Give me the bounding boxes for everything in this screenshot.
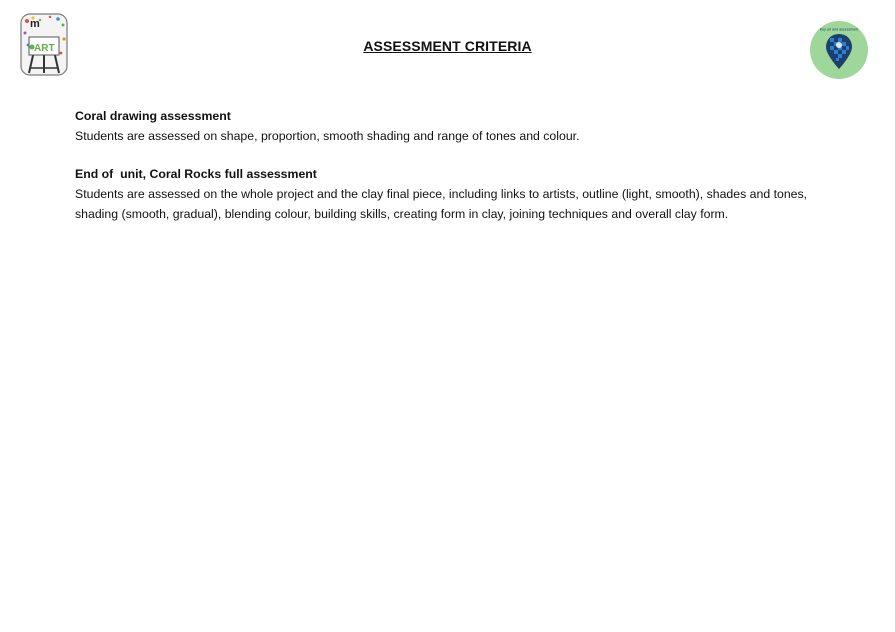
art-logo-text: ART: [34, 43, 55, 54]
map-logo-text: Key art and assessment: [819, 27, 859, 32]
criteria-section-coral-drawing: [75, 106, 835, 146]
section-body: Students are assessed on the whole project and the clay final piece, including links to artists, outline (light, smooth), shades and tones, shading (smooth, gradual), blending colour, building skills, creating form in clay, joining techniques and overall clay form.: [75, 187, 808, 221]
section-body: Students are assessed on shape, proportion, smooth shading and range of tones and colour.: [75, 129, 580, 143]
criteria-section-full-assessment: [75, 164, 835, 224]
page-title: ASSESSMENT CRITERIA: [363, 38, 532, 54]
section-heading: End of unit, Coral Rocks full assessment: [75, 167, 317, 181]
section-heading: Coral drawing assessment: [75, 109, 231, 123]
art-logo-letter: m: [30, 18, 40, 30]
map-pin-logo-icon: [809, 20, 869, 80]
